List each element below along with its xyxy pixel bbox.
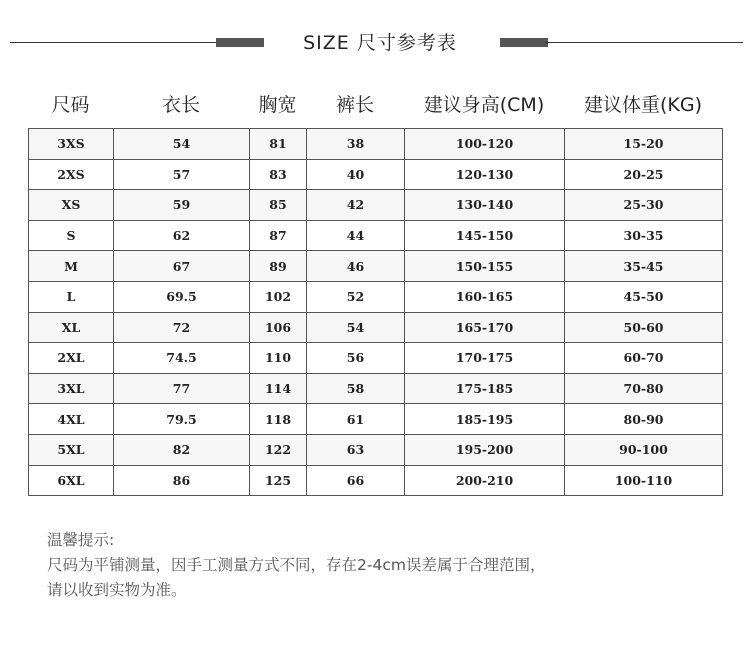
cell-weight: 35-45 (565, 251, 723, 282)
header-length: 衣长 (161, 94, 200, 116)
cell-weight: 45-50 (565, 281, 723, 312)
cell-height: 160-165 (405, 281, 565, 312)
header-suggested-weight: 建议体重(KG) (583, 94, 702, 116)
cell-chest: 118 (250, 404, 307, 435)
header-size: 尺码 (51, 94, 90, 116)
cell-chest: 122 (250, 434, 307, 465)
cell-size: 3XS (29, 129, 114, 160)
cell-pants: 66 (307, 465, 405, 496)
cell-size: XL (29, 312, 114, 343)
cell-length: 86 (114, 465, 250, 496)
cell-height: 165-170 (405, 312, 565, 343)
cell-weight: 70-80 (565, 373, 723, 404)
cell-chest: 83 (250, 159, 307, 190)
cell-pants: 58 (307, 373, 405, 404)
cell-height: 150-155 (405, 251, 565, 282)
cell-size: 6XL (29, 465, 114, 496)
cell-size: 4XL (29, 404, 114, 435)
cell-length: 74.5 (114, 343, 250, 374)
cell-weight: 90-100 (565, 434, 723, 465)
title-band (0, 0, 750, 80)
cell-weight: 30-35 (565, 220, 723, 251)
cell-pants: 63 (307, 434, 405, 465)
cell-height: 100-120 (405, 129, 565, 160)
cell-weight: 100-110 (565, 465, 723, 496)
notes-line-1: 尺码为平铺测量，因手工测量方式不同，存在2-4cm误差属于合理范围， (47, 556, 546, 574)
cell-height: 200-210 (405, 465, 565, 496)
cell-length: 67 (114, 251, 250, 282)
cell-height: 195-200 (405, 434, 565, 465)
table-row (29, 190, 723, 221)
cell-chest: 125 (250, 465, 307, 496)
notes-line-2: 请以收到实物为准。 (47, 581, 187, 599)
table-row (29, 220, 723, 251)
header-pants-length: 裤长 (335, 94, 374, 116)
cell-pants: 52 (307, 281, 405, 312)
cell-pants: 61 (307, 404, 405, 435)
table-row (29, 312, 723, 343)
table-row (29, 404, 723, 435)
cell-size: 2XS (29, 159, 114, 190)
page-title: SIZE 尺寸参考表 (303, 32, 457, 54)
cell-pants: 42 (307, 190, 405, 221)
cell-chest: 106 (250, 312, 307, 343)
cell-weight: 50-60 (565, 312, 723, 343)
right-accent-bar (500, 38, 548, 47)
cell-weight: 60-70 (565, 343, 723, 374)
cell-chest: 114 (250, 373, 307, 404)
table-header-row (28, 90, 722, 120)
cell-size: XS (29, 190, 114, 221)
table-row (29, 343, 723, 374)
cell-height: 170-175 (405, 343, 565, 374)
cell-length: 54 (114, 129, 250, 160)
cell-chest: 87 (250, 220, 307, 251)
size-table (28, 128, 723, 496)
cell-size: 3XL (29, 373, 114, 404)
table-row (29, 129, 723, 160)
cell-size: L (29, 281, 114, 312)
cell-pants: 44 (307, 220, 405, 251)
cell-length: 79.5 (114, 404, 250, 435)
cell-length: 62 (114, 220, 250, 251)
cell-weight: 20-25 (565, 159, 723, 190)
cell-length: 69.5 (114, 281, 250, 312)
table-row (29, 251, 723, 282)
cell-pants: 38 (307, 129, 405, 160)
size-table-body (29, 129, 723, 496)
cell-length: 57 (114, 159, 250, 190)
cell-length: 59 (114, 190, 250, 221)
table-row (29, 465, 723, 496)
cell-size: S (29, 220, 114, 251)
cell-chest: 85 (250, 190, 307, 221)
notes (47, 528, 727, 603)
cell-height: 120-130 (405, 159, 565, 190)
header-chest-width: 胸宽 (258, 94, 297, 116)
cell-chest: 102 (250, 281, 307, 312)
cell-weight: 80-90 (565, 404, 723, 435)
right-rule-line (545, 42, 743, 43)
notes-heading: 温馨提示: (47, 531, 115, 549)
cell-length: 72 (114, 312, 250, 343)
table-row (29, 281, 723, 312)
cell-height: 185-195 (405, 404, 565, 435)
cell-chest: 110 (250, 343, 307, 374)
header-suggested-height: 建议身高(CM) (423, 94, 545, 116)
left-accent-bar (216, 38, 264, 47)
cell-height: 145-150 (405, 220, 565, 251)
left-rule-line (10, 42, 220, 43)
table-row (29, 159, 723, 190)
cell-length: 77 (114, 373, 250, 404)
cell-pants: 54 (307, 312, 405, 343)
table-row (29, 434, 723, 465)
cell-weight: 15-20 (565, 129, 723, 160)
cell-height: 175-185 (405, 373, 565, 404)
cell-size: 2XL (29, 343, 114, 374)
cell-pants: 40 (307, 159, 405, 190)
cell-size: M (29, 251, 114, 282)
cell-height: 130-140 (405, 190, 565, 221)
cell-pants: 56 (307, 343, 405, 374)
cell-chest: 81 (250, 129, 307, 160)
cell-chest: 89 (250, 251, 307, 282)
cell-size: 5XL (29, 434, 114, 465)
cell-weight: 25-30 (565, 190, 723, 221)
cell-length: 82 (114, 434, 250, 465)
cell-pants: 46 (307, 251, 405, 282)
size-table-wrapper (28, 128, 722, 496)
table-row (29, 373, 723, 404)
